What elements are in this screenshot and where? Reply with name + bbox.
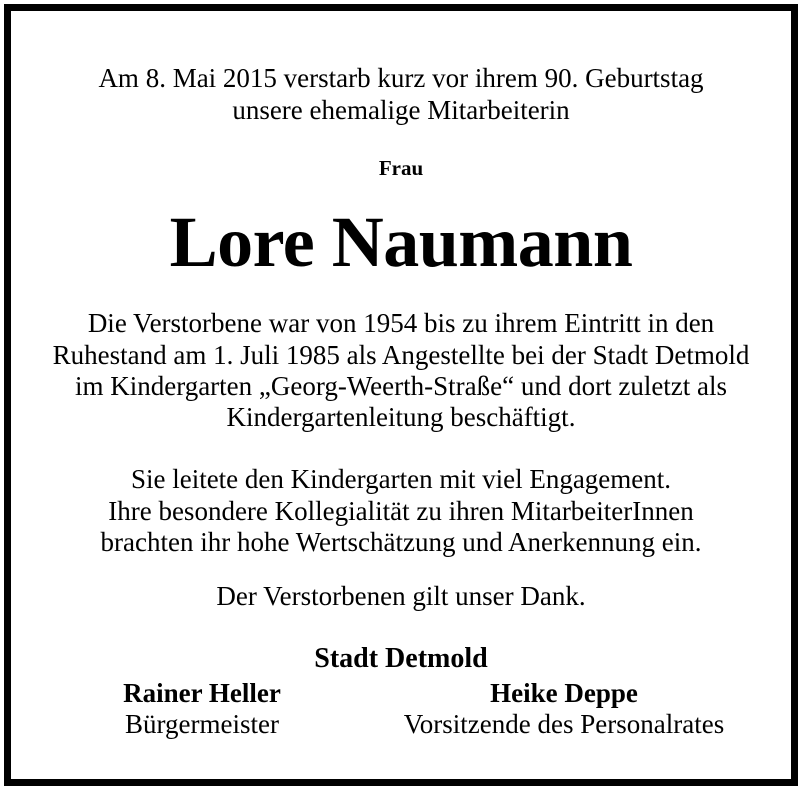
paragraph1-line-4: Kindergartenleitung beschäftigt. bbox=[226, 402, 576, 432]
obituary-frame bbox=[4, 4, 798, 786]
paragraph2-line-3: brachten ihr hohe Wertschätzung und Anerkennung ein. bbox=[100, 527, 702, 557]
paragraph1-line-3: im Kindergarten „Georg-Weerth-Straße“ und dort zuletzt als bbox=[74, 371, 728, 401]
paragraph2-line-2: Ihre besondere Kollegialität zu ihren MitarbeiterInnen bbox=[108, 496, 694, 526]
paragraph1-line-2: Ruhestand am 1. Juli 1985 als Angestellte bei der Stadt Detmold bbox=[52, 340, 750, 370]
paragraph1-line-1: Die Verstorbene war von 1954 bis zu ihrem Eintritt in den bbox=[87, 308, 715, 338]
signatory-right-title: Vorsitzende des Personalrates bbox=[403, 709, 725, 739]
deceased-name: Lore Naumann bbox=[169, 202, 633, 282]
organization-name: Stadt Detmold bbox=[314, 643, 488, 674]
intro-line-2: unsere ehemalige Mitarbeiterin bbox=[232, 95, 570, 125]
signatory-left-title: Bürgermeister bbox=[125, 709, 279, 739]
signatory-left-name: Rainer Heller bbox=[123, 678, 281, 708]
signatory-right-name: Heike Deppe bbox=[490, 678, 638, 708]
intro-line-1: Am 8. Mai 2015 verstarb kurz vor ihrem 90. Geburtstag bbox=[98, 63, 704, 93]
salutation: Frau bbox=[378, 156, 424, 180]
thanks-line: Der Verstorbenen gilt unser Dank. bbox=[216, 581, 586, 611]
paragraph2-line-1: Sie leitete den Kindergarten mit viel Engagement. bbox=[130, 464, 672, 494]
